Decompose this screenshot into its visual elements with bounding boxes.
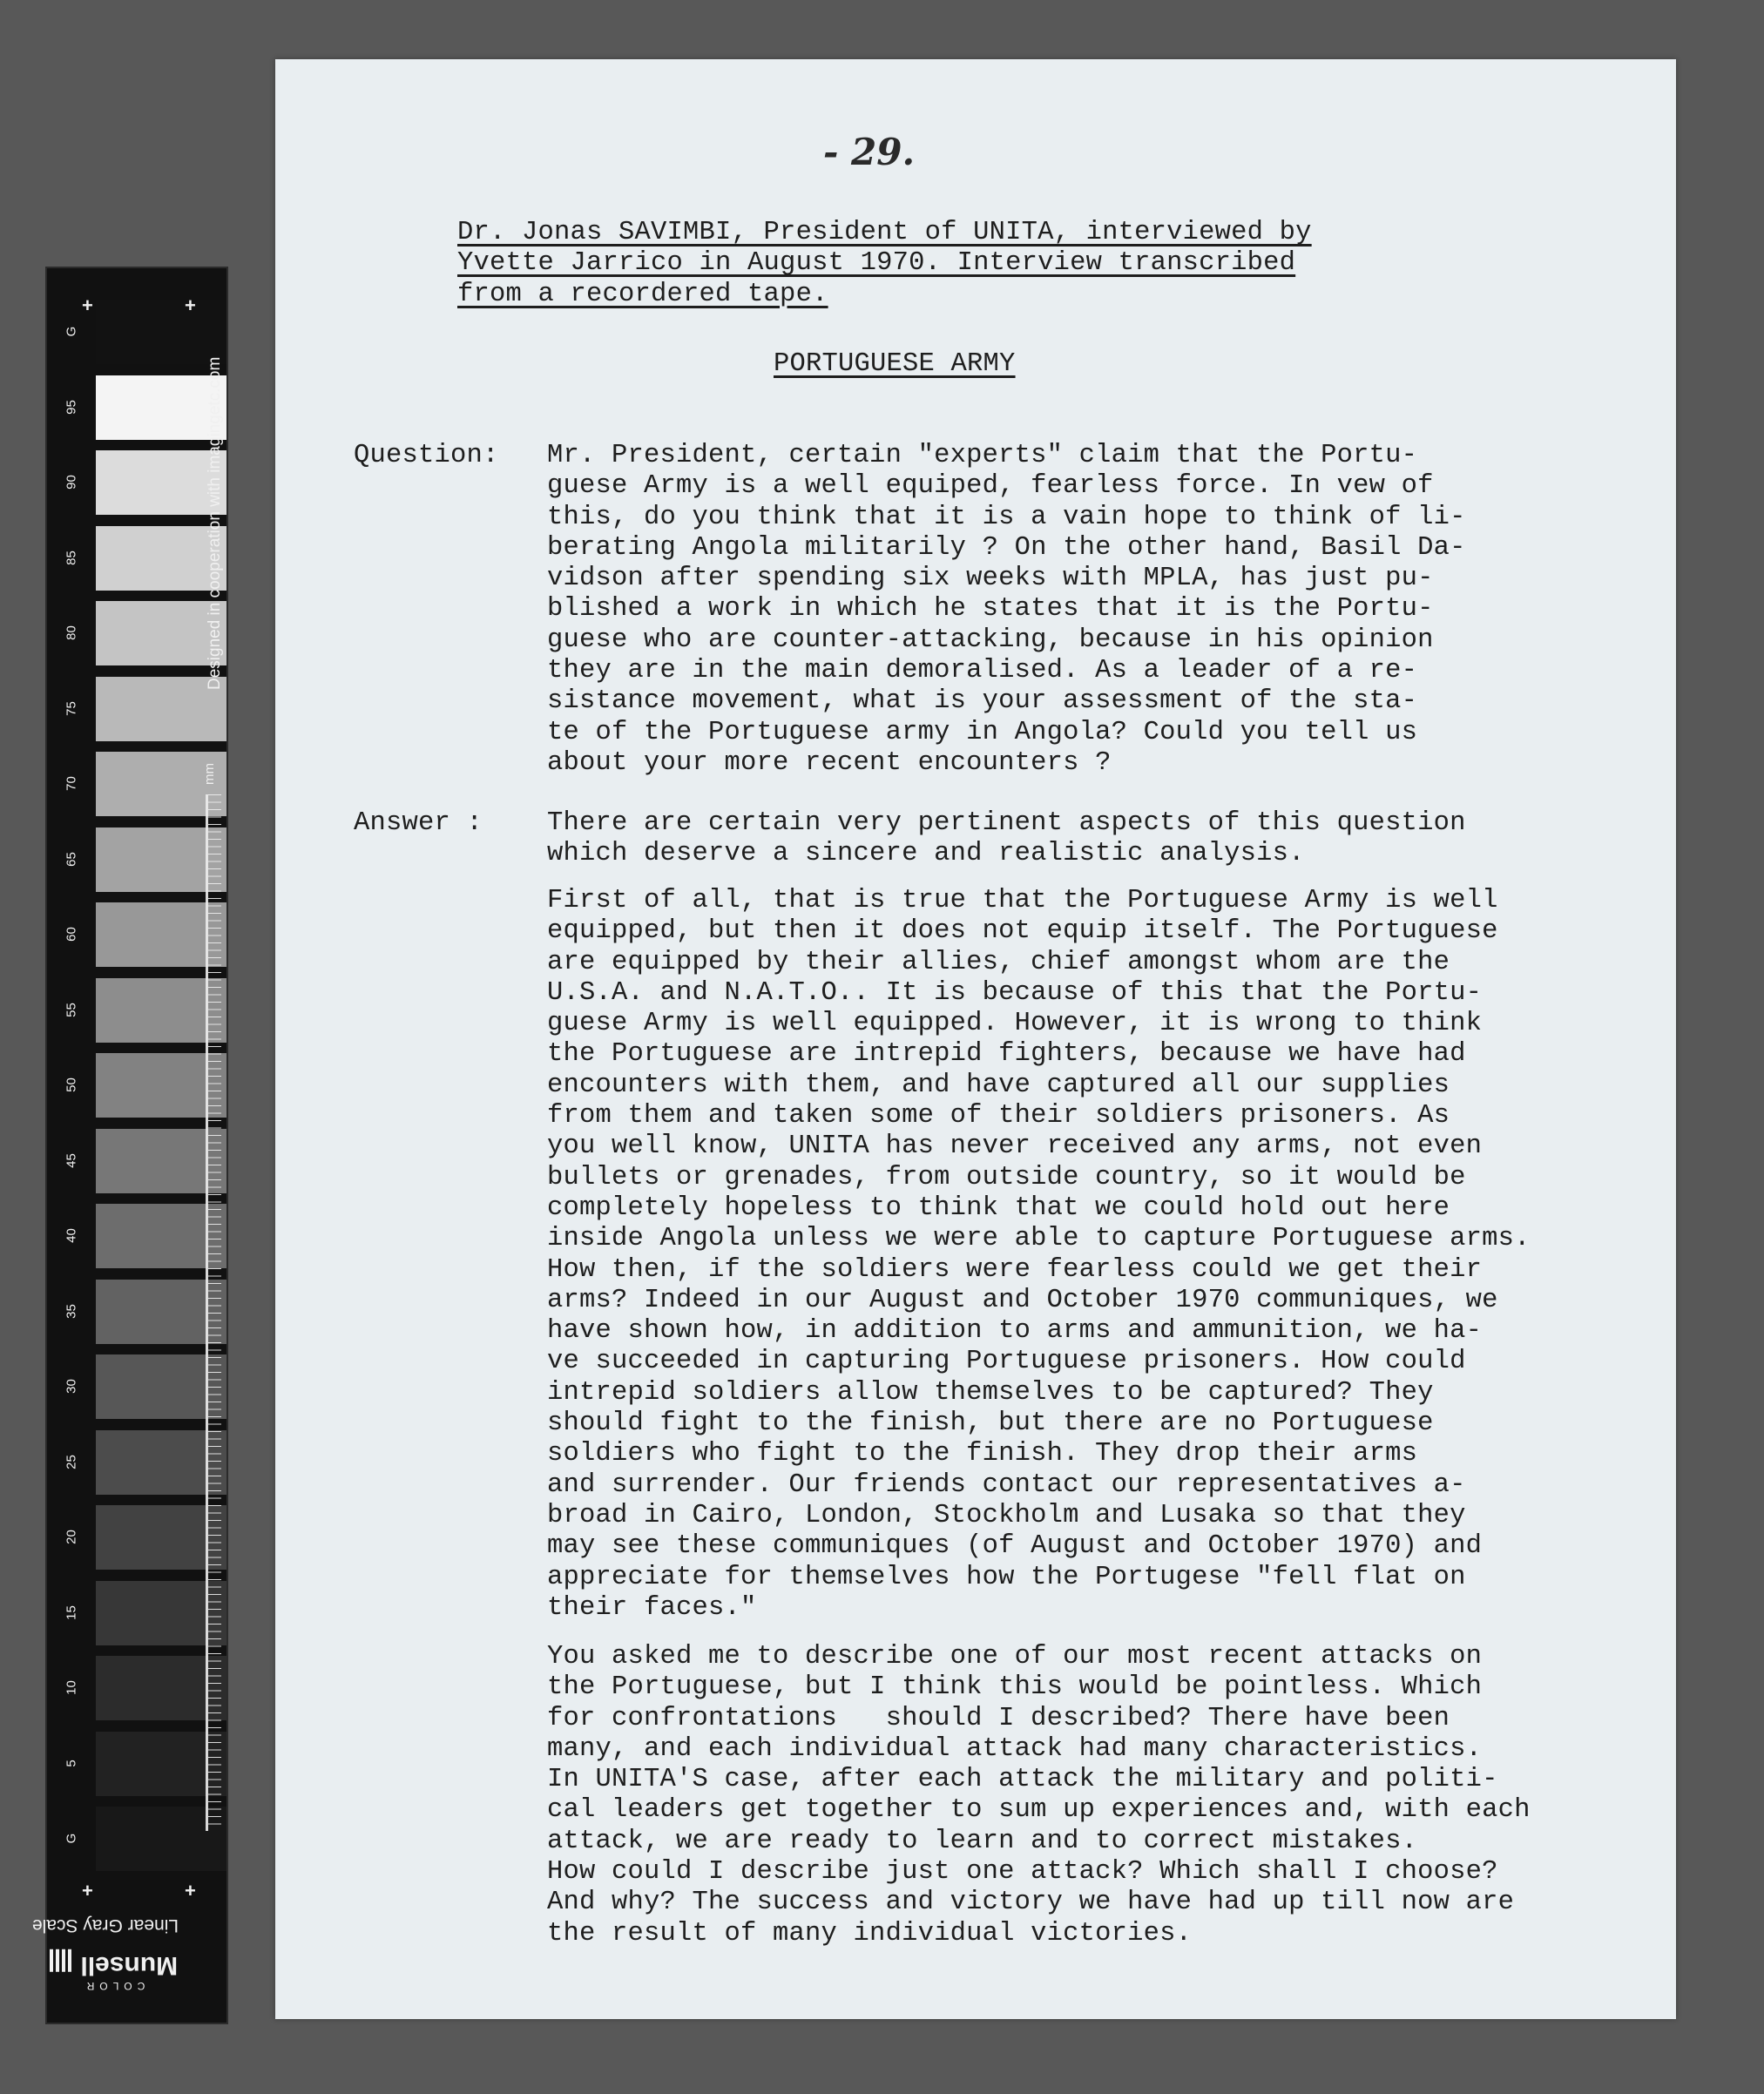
text-line: ve succeeded in capturing Portuguese prisoners. How could bbox=[547, 1347, 1466, 1377]
gray-scale-number: 25 bbox=[64, 1454, 79, 1469]
text-line: attack, we are ready to learn and to correct mistakes. bbox=[547, 1826, 1418, 1856]
text-line: te of the Portuguese army in Angola? Could you tell us bbox=[547, 717, 1418, 747]
gray-scale-number: 35 bbox=[64, 1303, 79, 1319]
question-text bbox=[547, 441, 1466, 779]
text-line: soldiers who fight to the finish. They drop their arms bbox=[547, 1439, 1418, 1469]
text-line: First of all, that is true that the Portuguese Army is well bbox=[547, 886, 1498, 915]
text-line: cal leaders get together to sum up experiences and, with each bbox=[547, 1795, 1531, 1826]
gray-scale-number: 80 bbox=[64, 625, 79, 640]
text-line: broad in Cairo, London, Stockholm and Lusaka so that they bbox=[547, 1500, 1466, 1530]
text-line: There are certain very pertinent aspects of this question bbox=[547, 808, 1466, 838]
text-line: And why? The success and victory we have had up till now are bbox=[547, 1888, 1515, 1918]
heading-line: from a recordered tape. bbox=[457, 279, 828, 309]
text-line: In UNITA'S case, after each attack the military and politi- bbox=[547, 1765, 1498, 1795]
text-line: berating Angola militarily ? On the other hand, Basil Da- bbox=[547, 532, 1466, 563]
section-title: PORTUGUESE ARMY bbox=[774, 349, 1016, 379]
gray-scale-number: G bbox=[64, 1833, 79, 1844]
text-line: How could I describe just one attack? Which shall I choose? bbox=[547, 1857, 1498, 1888]
text-line: How then, if the soldiers were fearless could we get their bbox=[547, 1254, 1483, 1285]
gray-scale-number: 90 bbox=[64, 475, 79, 490]
gray-scale-number: 85 bbox=[64, 550, 79, 565]
scale-credit-text: Designed in cooperation with imagingetc.com bbox=[206, 356, 224, 690]
text-line: the Portuguese are intrepid fighters, because we have had bbox=[547, 1039, 1466, 1070]
text-line: should fight to the finish, but there are no Portuguese bbox=[547, 1408, 1434, 1439]
text-line: bullets or grenades, from outside country, so it would be bbox=[547, 1162, 1466, 1192]
text-line: are equipped by their allies, chief amongst whom are the bbox=[547, 947, 1450, 977]
gray-scale-number: 70 bbox=[64, 776, 79, 791]
text-line: the result of many individual victories. bbox=[547, 1918, 1193, 1949]
gray-scale-number: 75 bbox=[64, 700, 79, 716]
gray-scale-number: 45 bbox=[64, 1152, 79, 1168]
gray-scale-number: G bbox=[64, 326, 79, 337]
gray-scale-number: 30 bbox=[64, 1379, 79, 1394]
gray-scale-number: 60 bbox=[64, 927, 79, 942]
text-line: this, do you think that it is a vain hope to think of li- bbox=[547, 502, 1466, 532]
gray-scale-number: 65 bbox=[64, 851, 79, 867]
text-line: intrepid soldiers allow themselves to be captured? They bbox=[547, 1377, 1434, 1408]
brand-name: Munsell bbox=[80, 1950, 179, 1980]
text-line: and surrender. Our friends contact our representatives a- bbox=[547, 1469, 1466, 1500]
text-line: the Portuguese, but I think this would be pointless. Which bbox=[547, 1672, 1483, 1703]
text-line: their faces." bbox=[547, 1592, 757, 1623]
gray-scale-number: 10 bbox=[64, 1680, 79, 1695]
question-label: Question: bbox=[354, 441, 499, 470]
registration-mark-icon: + bbox=[185, 294, 196, 316]
munsell-brand bbox=[44, 1949, 183, 1992]
document-heading bbox=[457, 218, 1312, 310]
text-line: for confrontations should I described? There have been bbox=[547, 1703, 1450, 1733]
page-number: - 29. bbox=[823, 131, 916, 173]
gray-scale-number: 15 bbox=[64, 1604, 79, 1620]
mm-label: mm bbox=[202, 763, 217, 785]
mm-ruler bbox=[206, 794, 221, 1831]
gray-scale-number: 55 bbox=[64, 1002, 79, 1017]
text-line: they are in the main demoralised. As a leader of a re- bbox=[547, 656, 1418, 686]
heading-line: Yvette Jarrico in August 1970. Interview transcribed bbox=[457, 248, 1296, 279]
text-line: guese Army is a well equiped, fearless force. In vew of bbox=[547, 471, 1434, 502]
text-line: blished a work in which he states that it is the Portu- bbox=[547, 594, 1434, 625]
answer-paragraph-2 bbox=[547, 886, 1531, 1624]
registration-mark-icon: + bbox=[82, 294, 93, 316]
text-line: from them and taken some of their soldiers prisoners. As bbox=[547, 1101, 1450, 1131]
text-line: completely hopeless to think that we could hold out here bbox=[547, 1192, 1450, 1223]
gray-scale-card bbox=[45, 267, 228, 2024]
munsell-logo-icon bbox=[49, 1949, 71, 1972]
brand-subtitle: COLOR bbox=[81, 1979, 145, 1992]
text-line: sistance movement, what is your assessment of the sta- bbox=[547, 686, 1418, 717]
text-line: encounters with them, and have captured all our supplies bbox=[547, 1070, 1450, 1100]
gray-scale-number: 20 bbox=[64, 1530, 79, 1544]
text-line: about your more recent encounters ? bbox=[547, 747, 1112, 778]
text-line: vidson after spending six weeks with MPLA, has just pu- bbox=[547, 564, 1434, 594]
text-line: You asked me to describe one of our most recent attacks on bbox=[547, 1642, 1483, 1672]
text-line: may see these communiques (of August and October 1970) and bbox=[547, 1531, 1483, 1562]
text-line: which deserve a sincere and realistic analysis. bbox=[547, 839, 1305, 869]
text-line: many, and each individual attack had many characteristics. bbox=[547, 1733, 1483, 1764]
text-line: equipped, but then it does not equip itself. The Portuguese bbox=[547, 916, 1498, 947]
gray-scale-number: 40 bbox=[64, 1228, 79, 1243]
text-line: you well know, UNITA has never received any arms, not even bbox=[547, 1131, 1483, 1162]
gray-scale-number: 50 bbox=[64, 1077, 79, 1092]
gray-scale-number: 95 bbox=[64, 399, 79, 415]
scale-title: Linear Gray Scale bbox=[31, 1915, 179, 1935]
answer-intro bbox=[547, 808, 1466, 870]
heading-line: Dr. Jonas SAVIMBI, President of UNITA, interviewed by bbox=[457, 218, 1312, 247]
text-line: have shown how, in addition to arms and ammunition, we ha- bbox=[547, 1316, 1483, 1347]
registration-mark-icon: + bbox=[82, 1880, 93, 1901]
text-line: guese who are counter-attacking, because in his opinion bbox=[547, 625, 1434, 655]
registration-mark-icon: + bbox=[185, 1880, 196, 1901]
gray-scale-number: 5 bbox=[64, 1759, 79, 1767]
text-line: guese Army is well equipped. However, it is wrong to think bbox=[547, 1009, 1483, 1039]
text-line: arms? Indeed in our August and October 1970 communiques, we bbox=[547, 1285, 1498, 1315]
text-line: inside Angola unless we were able to capture Portuguese arms. bbox=[547, 1224, 1531, 1254]
answer-label: Answer : bbox=[354, 808, 483, 838]
text-line: U.S.A. and N.A.T.O.. It is because of this that the Portu- bbox=[547, 977, 1483, 1008]
text-line: Mr. President, certain "experts" claim that the Portu- bbox=[547, 441, 1418, 470]
text-line: appreciate for themselves how the Portugese "fell flat on bbox=[547, 1562, 1466, 1592]
answer-paragraph-3 bbox=[547, 1642, 1531, 1949]
